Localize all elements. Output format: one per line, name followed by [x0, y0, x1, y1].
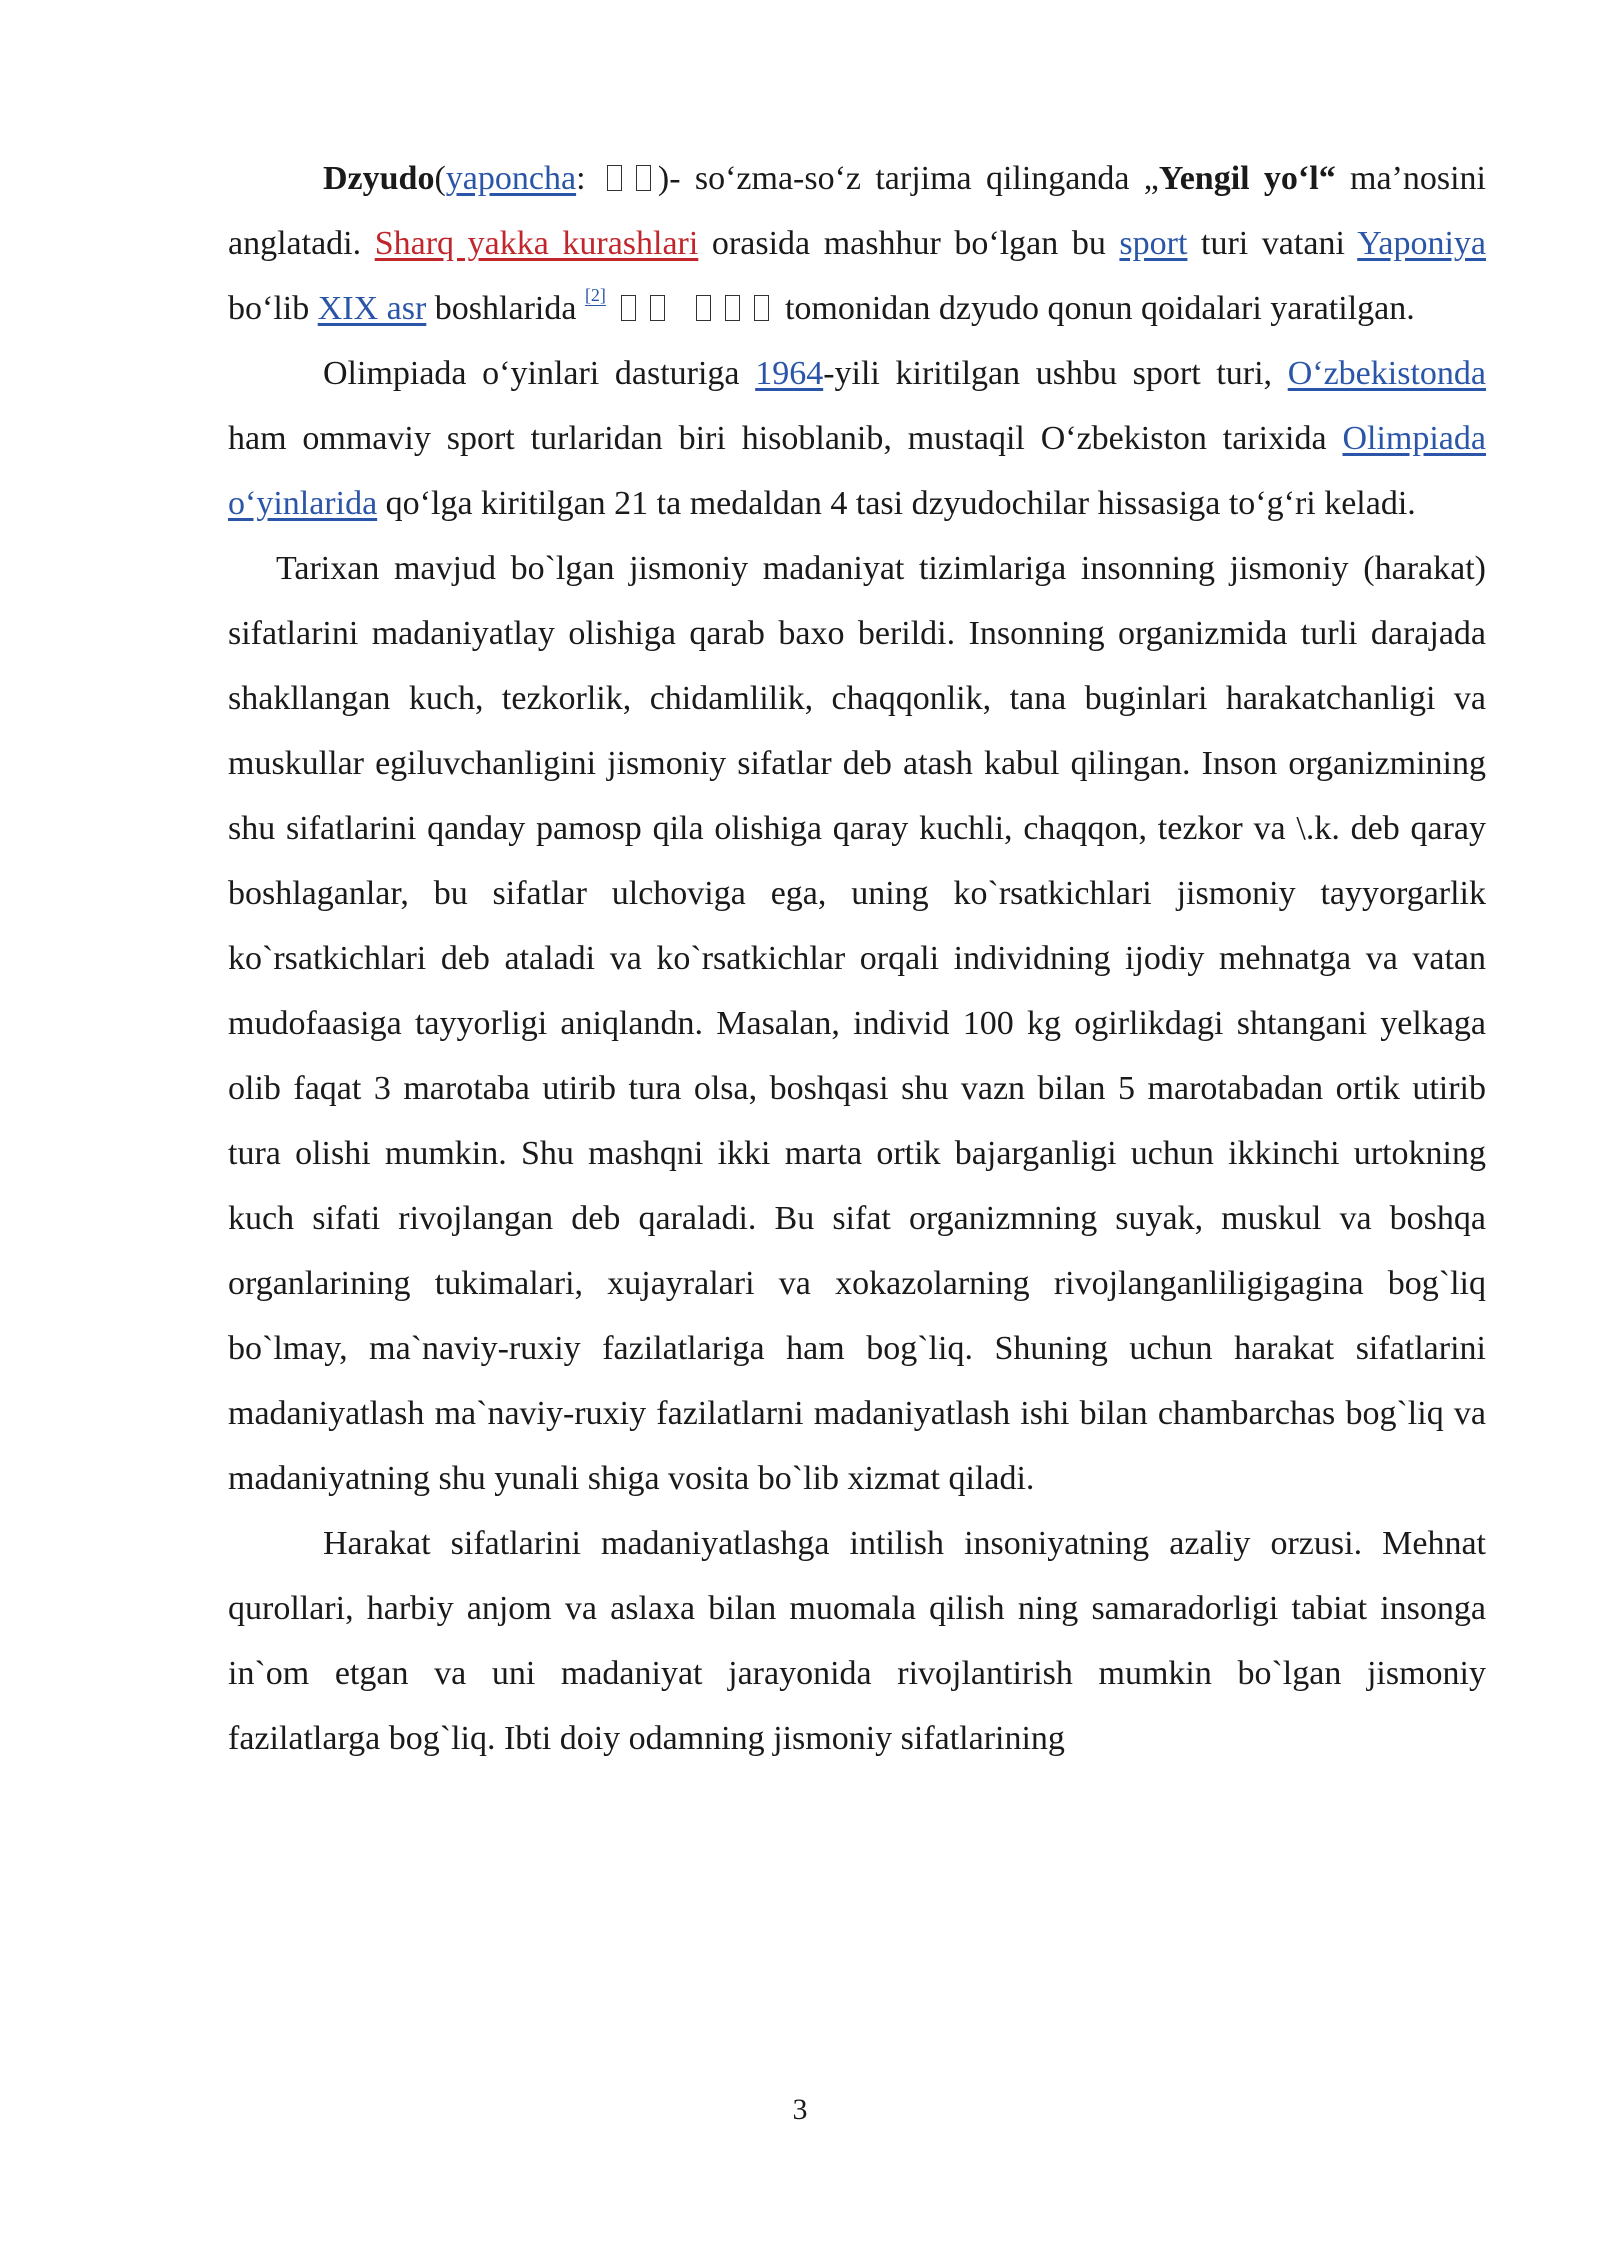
text-segment: ham ommaviy sport turlaridan biri hisoblanib, mustaqil O‘zbekiston tarixida — [228, 420, 1343, 457]
missing-glyph-icon — [607, 165, 622, 191]
text-segment: turi vatani — [1187, 225, 1358, 262]
missing-glyph-icon — [696, 295, 711, 321]
link-yaponcha[interactable]: yaponcha — [445, 160, 577, 197]
link-ozbekistonda[interactable]: O‘zbekistonda — [1287, 355, 1486, 392]
text-segment: orasida mashhur bo‘lgan bu — [698, 225, 1120, 262]
paragraph-judo-definition — [228, 146, 1486, 341]
page-number: 3 — [792, 2093, 808, 2126]
translation-yengil-yol: Yengil yo‘l — [1158, 160, 1319, 197]
text-segment: boshlarida — [426, 290, 585, 327]
missing-glyph-icon — [621, 295, 636, 321]
missing-glyph-boxes-japanese-term — [600, 160, 658, 197]
missing-glyph-icon — [725, 295, 740, 321]
text-segment: qo‘lga kiritilgan 21 ta medaldan 4 tasi dzyudochilar hissasiga to‘g‘ri keladi. — [377, 485, 1416, 522]
text-segment: tomonidan dzyudo qonun qoidalari yaratilgan. — [776, 290, 1415, 327]
link-sport[interactable]: sport — [1119, 225, 1188, 262]
reference-link-2[interactable]: [2] — [584, 285, 606, 305]
link-1964[interactable]: 1964 — [755, 355, 824, 392]
colon: : — [576, 160, 586, 197]
link-sharq-yakka-kurashlari[interactable]: Sharq yakka kurashlari — [374, 225, 699, 262]
missing-glyph-icon — [650, 295, 665, 321]
paragraph-olympics — [228, 341, 1486, 536]
term-dzyudo: Dzyudo — [323, 160, 435, 197]
link-xix-asr[interactable]: XIX asr — [317, 290, 427, 327]
missing-glyph-icon — [636, 165, 651, 191]
quote-close: “ — [1318, 160, 1336, 197]
text-segment: Olimpiada o‘yinlari dasturiga — [323, 355, 756, 392]
link-olimpiada-oyinlarida[interactable]: Olimpiada o‘yinlarida — [228, 420, 1486, 522]
link-yaponiya[interactable]: Yaponiya — [1357, 225, 1486, 262]
document-page — [228, 146, 1486, 1771]
paren-open: ( — [434, 160, 446, 197]
text-segment: -yili kiritilgan ushbu sport turi, — [823, 355, 1288, 392]
text-segment: bo‘lib — [228, 290, 318, 327]
missing-glyph-boxes-founder-name — [614, 290, 776, 327]
missing-glyph-icon — [754, 295, 769, 321]
paragraph-physical-qualities: Tarixan mavjud bo`lgan jismoniy madaniyat tizimlariga insonning jismoniy (harakat) sifatlarini madaniyatlay olishiga qarab baxo berildi. Insonning organizmida turli darajada shakllangan kuch, tezkorlik, chidamlilik, chaqqonlik, tana buginlari harakatchanligi va muskullar egiluvchanligini jismoniy sifatlar deb atash kabul qilingan. Inson organizmining shu sifatlarini qanday pamosp qila olishiga qaray kuchli, chaqqon, tezkor va \.k. deb qaray boshlaganlar, bu sifatlar ulchoviga ega, uning ko`rsatkichlari jismoniy tayyorgarlik ko`rsatkichlari deb ataladi va ko`rsatkichlar orqali individning ijodiy mehnatga va vatan mudofaasiga tayyorligi aniqlandn. Masalan, individ 100 kg ogirlikdagi shtangani yelkaga olib faqat 3 marotaba utirib tura olsa, boshqasi shu vazn bilan 5 marotabadan ortik utirib tura olishi mumkin. Shu mashqni ikki marta ortik bajarganligi uchun ikkinchi urtokning kuch sifati rivojlangan deb qaraladi. Bu sifat organizmning suyak, muskul va boshqa organlarining tukimalari, xujayralari va xokazolarning rivojlanganliligigagina bog`liq bo`lmay, ma`naviy-ruxiy fazilatlariga ham bog`liq. Shuning uchun harakat sifatlarini madaniyatlash ma`naviy-ruxiy fazilatlarni madaniyatlash ishi bilan chambarchas bog`liq va madaniyatning shu yunali shiga vosita bo`lib xizmat qiladi. — [228, 550, 1486, 1497]
text-segment: ma’nosini anglatadi. — [228, 160, 1487, 262]
text-segment: )- so‘zma-so‘z tarjima qilinganda „ — [657, 160, 1159, 197]
paragraph-movement-qualities: Harakat sifatlarini madaniyatlashga intilish insoniyatning azaliy orzusi. Mehnat qurollari, harbiy anjom va aslaxa bilan muomala qilish ning samaradorligi tabiat insonga in`om etgan va uni madaniyat jarayonida rivojlantirish mumkin bo`lgan jismoniy fazilatlarga bog`liq. Ibti doiy odamning jismoniy sifatlarining — [228, 1525, 1486, 1757]
